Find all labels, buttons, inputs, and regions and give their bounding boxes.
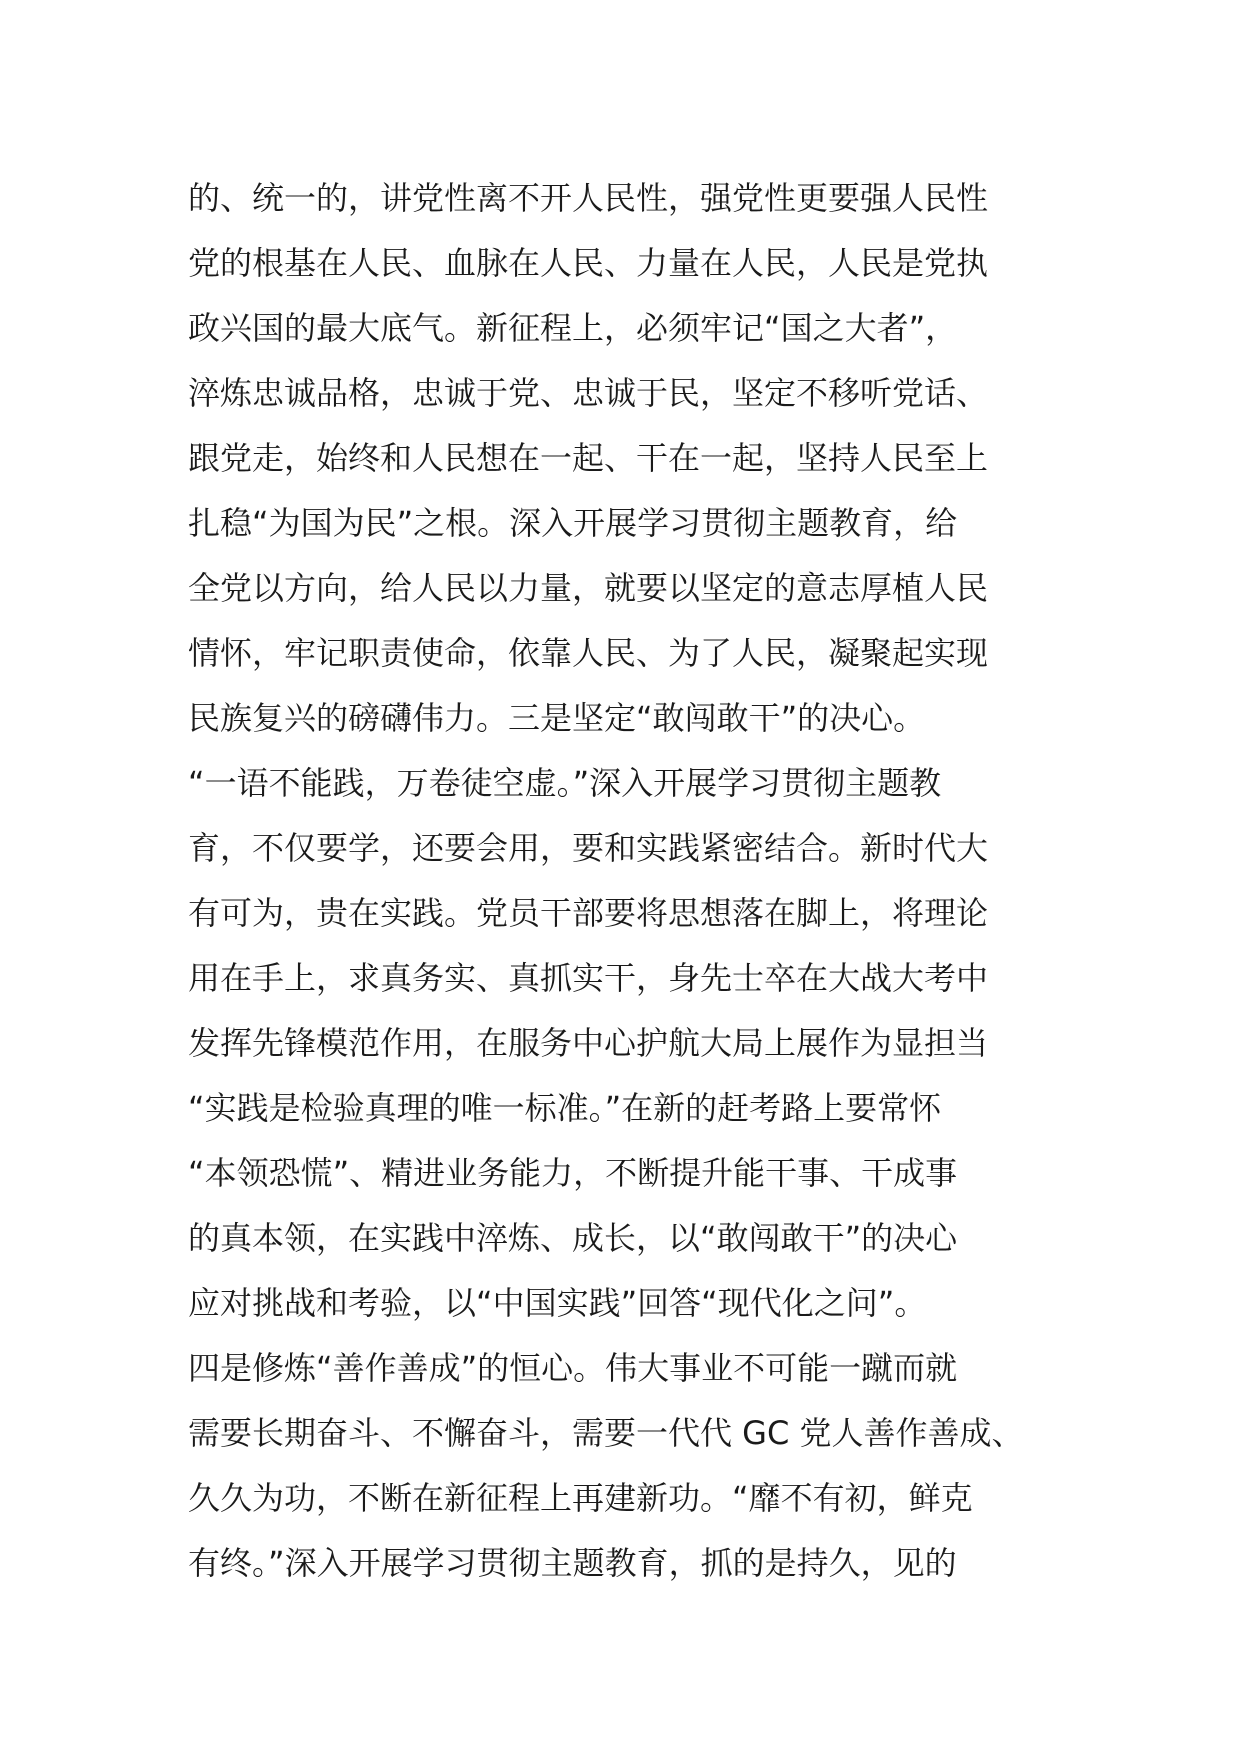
text-line: “实践是检验真理的唯一标准。”在新的赶考路上要常怀 [188, 1089, 942, 1127]
text-line: 有终。”深入开展学习贯彻主题教育，抓的是持久，见的 [188, 1544, 957, 1582]
text-line: 的、统一的，讲党性离不开人民性，强党性更要强人民性 [188, 179, 989, 217]
text-line: 跟党走，始终和人民想在一起、干在一起，坚持人民至上 [188, 439, 989, 477]
text-line: 民族复兴的磅礴伟力。三是坚定“敢闯敢干”的决心。 [188, 699, 926, 737]
text-line: 应对挑战和考验，以“中国实践”回答“现代化之问”。 [188, 1284, 927, 1322]
text-line: 四是修炼“善作善成”的恒心。伟大事业不可能一蹴而就 [188, 1349, 958, 1387]
text-line: “一语不能践，万卷徒空虚。”深入开展学习贯彻主题教 [188, 764, 942, 802]
text-line: 久久为功，不断在新征程上再建新功。“靡不有初，鲜克 [188, 1479, 973, 1517]
text-line: 有可为，贵在实践。党员干部要将思想落在脚上，将理论 [188, 894, 989, 932]
text-line: 用在手上，求真务实、真抓实干，身先士卒在大战大考中 [188, 959, 989, 997]
text-line: 淬炼忠诚品格，忠诚于党、忠诚于民，坚定不移听党话、 [188, 374, 989, 412]
text-line: 党的根基在人民、血脉在人民、力量在人民，人民是党执 [188, 244, 989, 282]
text-line: 政兴国的最大底气。新征程上，必须牢记“国之大者”， [188, 309, 958, 347]
text-line: 育，不仅要学，还要会用，要和实践紧密结合。新时代大 [188, 829, 989, 867]
text-line: 需要长期奋斗、不懈奋斗，需要一代代 GC 党人善作善成、 [188, 1414, 1024, 1452]
body-text [188, 166, 1068, 1596]
text-line: 情怀，牢记职责使命，依靠人民、为了人民，凝聚起实现 [188, 634, 989, 672]
text-line: 的真本领，在实践中淬炼、成长，以“敢闯敢干”的决心 [188, 1219, 958, 1257]
text-line: 扎稳“为国为民”之根。深入开展学习贯彻主题教育，给 [188, 504, 958, 542]
text-line: “本领恐慌”、精进业务能力，不断提升能干事、干成事 [188, 1154, 958, 1192]
text-line: 发挥先锋模范作用，在服务中心护航大局上展作为显担当 [188, 1024, 989, 1062]
text-line: 全党以方向，给人民以力量，就要以坚定的意志厚植人民 [188, 569, 989, 607]
